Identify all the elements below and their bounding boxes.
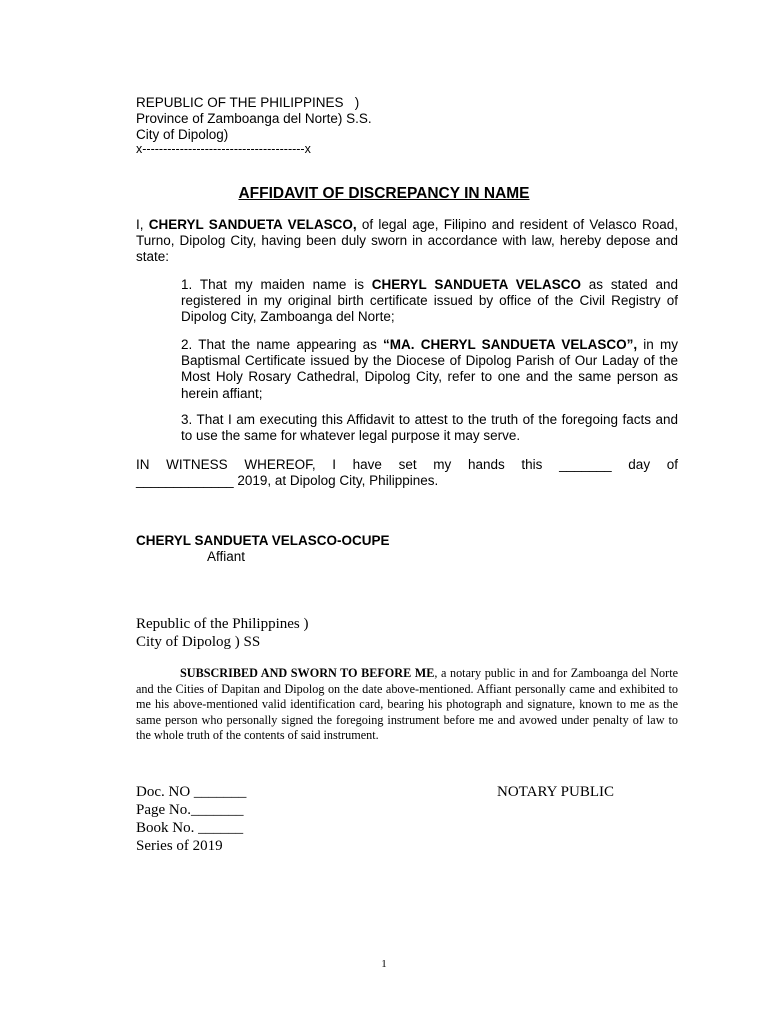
document-title: AFFIDAVIT OF DISCREPANCY IN NAME: [238, 185, 530, 202]
doc-number: Doc. NO _______: [136, 784, 247, 800]
jurat-city: City of Dipolog ) SS: [136, 634, 261, 650]
item-1-name: CHERYL SANDUETA VELASCO: [371, 277, 581, 292]
header-line-city: City of Dipolog): [136, 127, 229, 142]
series-year: Series of 2019: [136, 838, 223, 854]
book-number: Book No. ______: [136, 820, 244, 836]
header-line-province: Province of Zamboanga del Norte) S.S.: [136, 111, 372, 126]
item-1-paragraph: [181, 277, 678, 326]
header-line-republic: REPUBLIC OF THE PHILIPPINES ): [136, 95, 360, 110]
page-number-field: Page No._______: [136, 802, 244, 818]
jurat-text: , a notary public in and for Zamboanga del Norte and the Cities of Dapitan and Dipolog on the date above-mentioned. Affiant personally came and exhibited to me his above-mentioned valid identification card, bearing his photograph and signature, known to me as the same person who personally signed the foregoing instrument before me and avowed under penalty of law to the whole truth of the contents of said instrument.: [136, 666, 678, 742]
item-2-prefix: 2. That the name appearing as: [181, 337, 384, 352]
witness-line-2: _____________ 2019, at Dipolog City, Philippines.: [136, 473, 439, 488]
affiant-label: Affiant: [207, 549, 246, 564]
intro-prefix: I,: [136, 217, 149, 232]
item-2-text: in my Baptismal Certificate issued by the Diocese of Dipolog Parish of Our Laday of the Most Holy Rosary Cathedral, Dipolog City, refer to one and the same person as herein affiant;: [181, 337, 678, 401]
item-1-text: as stated and registered in my original birth certificate issued by office of the Civil Registry of Dipolog City, Zamboanga del Norte;: [181, 277, 678, 325]
intro-name: CHERYL SANDUETA VELASCO,: [148, 217, 357, 232]
jurat-paragraph: [136, 666, 678, 744]
item-2-paragraph: [181, 337, 678, 402]
jurat-bold: SUBSCRIBED AND SWORN TO BEFORE ME: [180, 666, 435, 680]
page-footer-number: 1: [381, 958, 387, 970]
affiant-name: CHERYL SANDUETA VELASCO-OCUPE: [136, 533, 390, 548]
item-1-prefix: 1. That my maiden name is: [181, 277, 372, 292]
item-2-name: “MA. CHERYL SANDUETA VELASCO”,: [383, 337, 638, 352]
item-3-text: 3. That I am executing this Affidavit to attest to the truth of the foregoing facts and to use the same for whatever legal purpose it may serve.: [181, 412, 678, 444]
notary-public-label: NOTARY PUBLIC: [497, 784, 615, 800]
intro-paragraph: [136, 217, 678, 266]
jurat-republic: Republic of the Philippines ): [136, 616, 309, 632]
item-3-paragraph: [181, 412, 678, 444]
intro-text: of legal age, Filipino and resident of Velasco Road, Turno, Dipolog City, having been duly sworn in accordance with law, hereby depose and state:: [136, 217, 678, 265]
header-separator: x---------------------------------------x: [136, 142, 311, 156]
witness-line-1: IN WITNESS WHEREOF, I have set my hands this _______ day of: [136, 457, 678, 472]
